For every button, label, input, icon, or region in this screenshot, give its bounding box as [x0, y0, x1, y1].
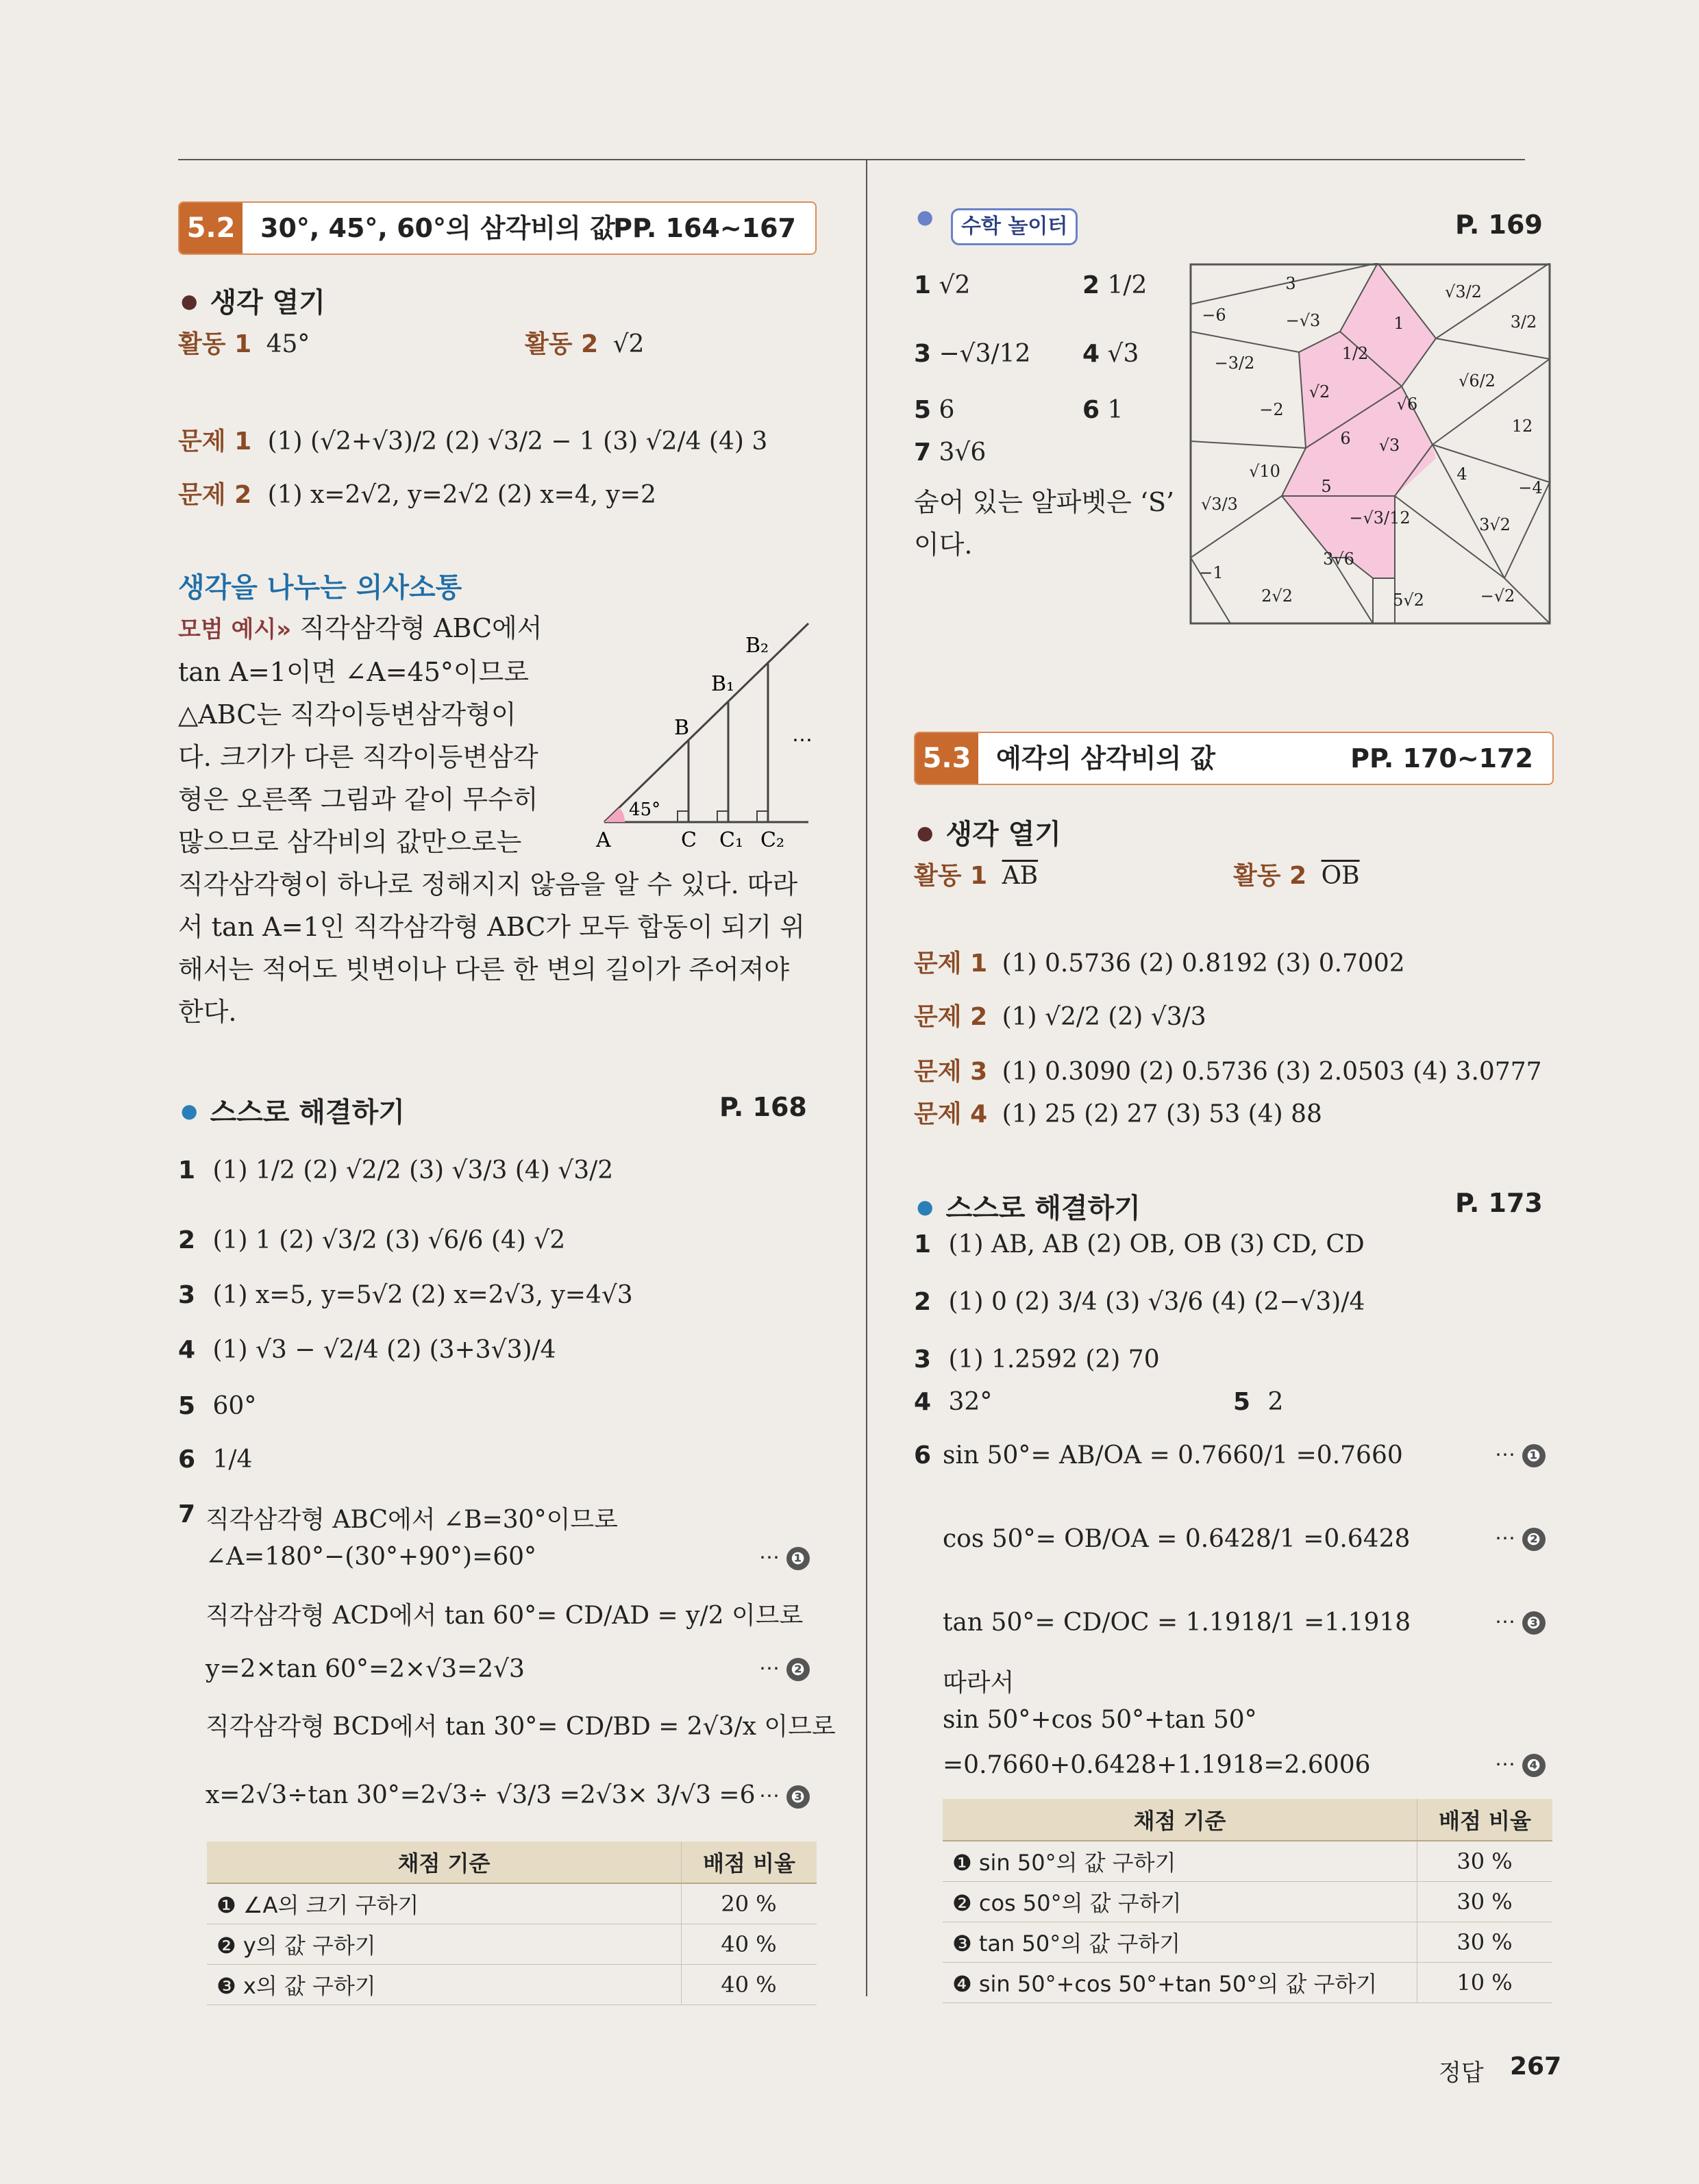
- right-activity1-value: $\overline{AB}$: [1002, 862, 1039, 890]
- comm-line-0: 모범 예시» 직각삼각형 ABC에서: [178, 613, 543, 643]
- fig-B1: B₁: [711, 672, 735, 696]
- example-label: 모범 예시»: [178, 616, 292, 643]
- top-rule: [178, 159, 1525, 160]
- comm-line-1: tan A=1이면 ∠A=45°이므로: [178, 657, 530, 687]
- right-think-open-heading: ● 생각 열기: [917, 812, 1061, 852]
- svg-text:6: 6: [1340, 429, 1351, 448]
- svg-text:−2: −2: [1259, 400, 1284, 419]
- comm-line-4: 형은 오른쪽 그림과 같이 무수히: [178, 784, 538, 815]
- svg-text:−1: −1: [1199, 563, 1224, 582]
- item7-line-4: 직각삼각형 BCD에서 tan 30°= CD/BD = 2√3/x 이므로: [206, 1713, 836, 1741]
- play-conclusion-0: 숨어 있는 알파벳은 ‘S’: [914, 487, 1175, 517]
- item6-line-0: sin 50°= AB/OA = 0.7660/1 =0.7660: [943, 1441, 1403, 1469]
- item7-line-0: 직각삼각형 ABC에서 ∠B=30°이므로: [206, 1506, 618, 1534]
- right-item-4: 4 32°: [914, 1388, 993, 1416]
- comm-line-3: 다. 크기가 다른 직각이등변삼각: [178, 742, 538, 772]
- hidden-letter-puzzle: [1189, 263, 1551, 625]
- item7-line-3: y=2×tan 60°=2×√3=2√3: [206, 1655, 525, 1683]
- right-item-5: 5 2: [1233, 1388, 1284, 1416]
- problem1-label: 문제 1: [178, 427, 252, 456]
- svg-text:3/2: 3/2: [1510, 312, 1537, 332]
- item7-line-5: x=2√3÷tan 30°=2√3÷ √3/3 =2√3× 3/√3 =6: [206, 1781, 756, 1809]
- section-number: 5.2: [179, 203, 243, 253]
- table-row: ❶ sin 50°의 값 구하기 30 %: [943, 1841, 1552, 1882]
- item6-mark-2: ⋯ ❷: [1495, 1526, 1546, 1551]
- table-header-criteria: 채점 기준: [207, 1841, 682, 1883]
- activity1-value: 45°: [266, 330, 310, 358]
- table-row: ❹ sin 50°+cos 50°+tan 50°의 값 구하기 10 %: [943, 1963, 1552, 2003]
- left-item-6: 6 1/4: [178, 1445, 253, 1474]
- column-divider: [866, 160, 867, 1996]
- table-row: ❷ y의 값 구하기 40 %: [207, 1924, 817, 1965]
- item7-line-1: ∠A=180°−(30°+90°)=60°: [206, 1543, 537, 1571]
- item6-line-1: cos 50°= OB/OA = 0.6428/1 =0.6428: [943, 1525, 1411, 1553]
- svg-text:√3: √3: [1378, 436, 1400, 455]
- table-header-ratio: 배점 비율: [1417, 1799, 1553, 1841]
- fig-dots: ⋯: [792, 728, 813, 752]
- item6-line-4: sin 50°+cos 50°+tan 50°: [943, 1706, 1257, 1734]
- table-header-criteria: 채점 기준: [943, 1799, 1417, 1841]
- problem1-value: (1) (√2+√3)/2 (2) √3/2 − 1 (3) √2/4 (4) 3: [267, 427, 768, 456]
- svg-text:5√2: 5√2: [1393, 591, 1424, 610]
- left-item-1: 1 (1) 1/2 (2) √2/2 (3) √3/3 (4) √3/2: [178, 1156, 614, 1184]
- play-ans-2: 2 1/2: [1082, 271, 1148, 299]
- svg-text:−√2: −√2: [1480, 586, 1515, 606]
- table-header: [207, 1841, 817, 1883]
- communication-title: 생각을 나누는 의사소통: [178, 572, 462, 604]
- table-header-ratio: 배점 비율: [682, 1841, 817, 1883]
- comm-line-8: 해서는 적어도 빗변이나 다른 한 변의 길이가 주어져야: [178, 954, 790, 984]
- similar-triangles-figure: [589, 617, 822, 849]
- right-self-solve-heading: ● 스스로 해결하기: [917, 1187, 1141, 1226]
- right-activity1-row: 활동 1 $\overline{AB}$: [914, 862, 1039, 890]
- left-item-3: 3 (1) x=5, y=5√2 (2) x=2√3, y=4√3: [178, 1281, 633, 1309]
- fig-C: C: [681, 828, 697, 849]
- section-pages: PP. 164~167: [613, 213, 796, 243]
- comm-line-2: △ABC는 직각이등변삼각형이: [178, 699, 517, 730]
- play-conclusion-1: 이다.: [914, 530, 973, 560]
- right-item-2: 2 (1) 0 (2) 3/4 (3) √3/6 (4) (2−√3)/4: [914, 1288, 1365, 1316]
- svg-text:5: 5: [1321, 477, 1332, 496]
- comm-line-9: 한다.: [178, 997, 237, 1027]
- svg-text:3√2: 3√2: [1479, 515, 1511, 534]
- svg-text:√6: √6: [1396, 395, 1418, 414]
- activity1-label: 활동 1: [178, 330, 252, 358]
- table-row: ❶ ∠A의 크기 구하기 20 %: [207, 1883, 817, 1924]
- play-ans-4: 4 √3: [1082, 340, 1139, 368]
- footer-page-number: 267: [1510, 2052, 1562, 2081]
- section-title: 예각의 삼각비의 값: [996, 743, 1216, 773]
- left-scoring-table: [207, 1841, 817, 2005]
- right-item-6-n: 6: [914, 1441, 932, 1469]
- problem2-label: 문제 2: [178, 481, 252, 509]
- problem2-value: (1) x=2√2, y=2√2 (2) x=4, y=2: [267, 481, 656, 509]
- left-self-solve-page: P. 168: [719, 1092, 807, 1122]
- section-pages: PP. 170~172: [1350, 743, 1533, 773]
- comm-line-6: 직각삼각형이 하나로 정해지지 않음을 알 수 있다. 따라: [178, 869, 798, 899]
- table-row: ❷ cos 50°의 값 구하기 30 %: [943, 1882, 1552, 1922]
- comm-line-5: 많으므로 삼각비의 값만으로는: [178, 827, 522, 857]
- right-problem1: 문제 1 (1) 0.5736 (2) 0.8192 (3) 0.7002: [914, 950, 1405, 978]
- right-item-3: 3 (1) 1.2592 (2) 70: [914, 1345, 1160, 1374]
- problem1-row: [178, 422, 767, 457]
- section-number: 5.3: [915, 733, 978, 784]
- item6-line-5: =0.7660+0.6428+1.1918=2.6006: [943, 1751, 1371, 1779]
- svg-text:1: 1: [1393, 314, 1404, 333]
- item6-mark-1: ⋯ ❶: [1495, 1443, 1546, 1467]
- fig-B2: B₂: [745, 634, 769, 658]
- svg-text:2√2: 2√2: [1261, 586, 1293, 606]
- svg-text:−√3/12: −√3/12: [1349, 508, 1411, 528]
- item6-line-2: tan 50°= CD/OC = 1.1918/1 =1.1918: [943, 1609, 1411, 1637]
- left-item-7-n: 7: [178, 1500, 196, 1528]
- right-problem3: 문제 3 (1) 0.3090 (2) 0.5736 (3) 2.0503 (4) 3.0777: [914, 1058, 1542, 1086]
- svg-text:1/2: 1/2: [1341, 344, 1369, 363]
- right-activity2-row: 활동 2 $\overline{OB}$: [1233, 862, 1360, 890]
- svg-text:3: 3: [1285, 274, 1296, 293]
- fig-A: A: [596, 828, 611, 849]
- svg-text:−√3: −√3: [1285, 311, 1321, 330]
- svg-text:√3/3: √3/3: [1201, 495, 1238, 514]
- svg-text:4: 4: [1456, 464, 1467, 484]
- item6-mark-4: ⋯ ❹: [1495, 1752, 1546, 1777]
- activity2-label: 활동 2: [525, 330, 599, 358]
- right-self-solve-page: P. 173: [1455, 1188, 1543, 1218]
- play-ans-6: 6 1: [1082, 396, 1124, 424]
- item7-mark-1: ⋯ ❶: [759, 1546, 810, 1570]
- play-ans-1: 1 √2: [914, 271, 971, 299]
- play-ans-5: 5 6: [914, 396, 955, 424]
- math-play-bullet: [917, 210, 945, 232]
- right-scoring-table: [943, 1799, 1552, 2003]
- activity2-value: √2: [612, 330, 645, 358]
- left-self-solve-heading: ● 스스로 해결하기: [181, 1091, 405, 1130]
- svg-text:√6/2: √6/2: [1459, 371, 1496, 390]
- svg-text:−3/2: −3/2: [1214, 353, 1255, 373]
- section-header-5-3: [914, 732, 1554, 785]
- table-row: ❸ x의 값 구하기 40 %: [207, 1965, 817, 2005]
- think-open-heading: ● 생각 열기: [181, 281, 325, 320]
- math-play-page: P. 169: [1455, 210, 1543, 240]
- left-item-5: 5 60°: [178, 1392, 257, 1420]
- item7-line-2: 직각삼각형 ACD에서 tan 60°= CD/AD = y/2 이므로: [206, 1602, 804, 1630]
- math-play-badge: 수학 놀이터: [951, 208, 1078, 245]
- svg-text:√2: √2: [1309, 382, 1330, 401]
- left-item-2: 2 (1) 1 (2) √3/2 (3) √6/6 (4) √2: [178, 1226, 566, 1254]
- table-row: ❸ tan 50°의 값 구하기 30 %: [943, 1922, 1552, 1963]
- section-header-5-2: [178, 201, 817, 255]
- section-title: 30°, 45°, 60°의 삼각비의 값: [260, 213, 615, 243]
- svg-text:3√6: 3√6: [1323, 549, 1354, 569]
- svg-text:−6: −6: [1202, 306, 1226, 325]
- fig-C2: C₂: [760, 828, 784, 849]
- play-ans-7: 7 3√6: [914, 438, 987, 467]
- left-item-4: 4 (1) √3 − √2/4 (2) (3+3√3)/4: [178, 1336, 556, 1364]
- svg-text:−4: −4: [1518, 478, 1543, 497]
- problem2-row: [178, 475, 656, 510]
- right-problem2: 문제 2 (1) √2/2 (2) √3/3: [914, 1003, 1206, 1031]
- right-item-1: 1 (1) AB, AB (2) OB, OB (3) CD, CD: [914, 1230, 1365, 1258]
- item7-mark-2: ⋯ ❷: [759, 1656, 810, 1681]
- svg-text:12: 12: [1511, 417, 1533, 436]
- svg-text:√3/2: √3/2: [1445, 282, 1482, 301]
- comm-line-7: 서 tan A=1인 직각삼각형 ABC가 모두 합동이 되기 위: [178, 912, 805, 942]
- fig-C1: C₁: [719, 828, 743, 849]
- activity-row: [178, 325, 310, 360]
- item6-mark-3: ⋯ ❸: [1495, 1610, 1546, 1635]
- svg-text:√10: √10: [1249, 462, 1280, 481]
- item6-line-3: 따라서: [943, 1669, 1015, 1697]
- activity2-row: [525, 325, 644, 360]
- fig-angle: 45°: [629, 799, 661, 820]
- table-header: [943, 1799, 1552, 1841]
- play-ans-3: 3 −√3/12: [914, 340, 1031, 368]
- right-problem4: 문제 4 (1) 25 (2) 27 (3) 53 (4) 88: [914, 1100, 1322, 1128]
- fig-B: B: [674, 716, 690, 740]
- item7-mark-3: ⋯ ❸: [759, 1784, 810, 1809]
- footer-label: 정답: [1439, 2059, 1484, 2087]
- right-activity2-value: $\overline{OB}$: [1321, 862, 1360, 890]
